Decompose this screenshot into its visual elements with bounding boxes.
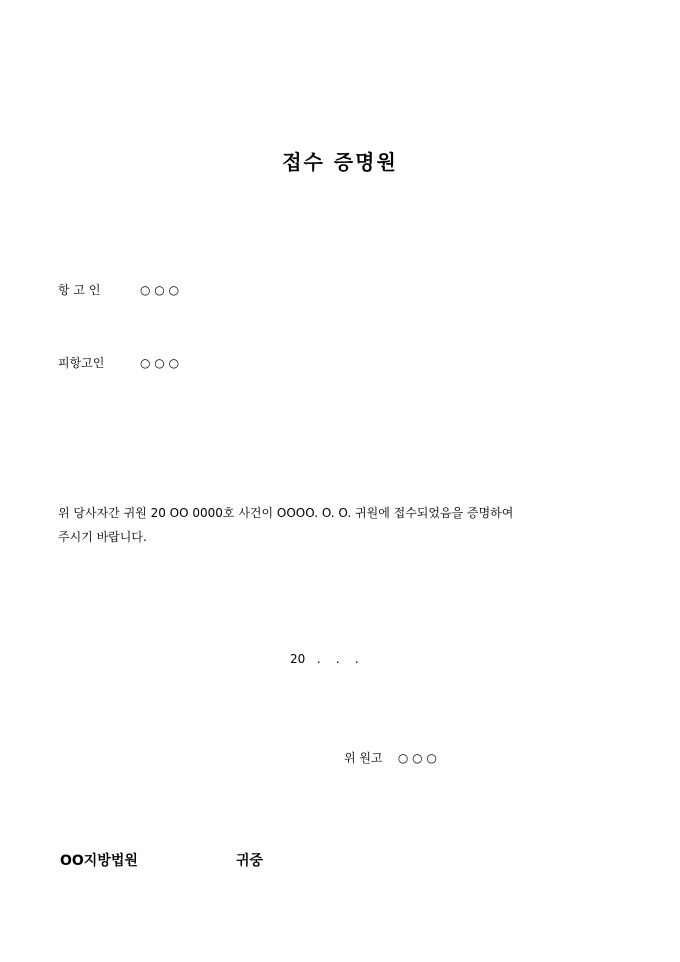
- body-line-2: 주시기 바랍니다.: [58, 530, 147, 544]
- appellee-row: [58, 354, 179, 371]
- body-paragraph: [58, 501, 628, 549]
- signer-row: [344, 749, 437, 766]
- body-line-1: 위 당사자간 귀원 20 OO 0000호 사건이 OOOO. O. O. 귀원에 접수되었음을 증명하여: [58, 506, 514, 520]
- court-address: [60, 850, 264, 870]
- court-addressee-suffix: 귀중: [236, 853, 264, 869]
- document-title: 접수 증명원: [282, 150, 398, 174]
- appellant-row: [58, 281, 179, 298]
- appellee-label: 피항고인: [58, 356, 105, 370]
- appellant-name: ○ ○ ○: [140, 283, 180, 297]
- appellee-name: ○ ○ ○: [140, 356, 180, 370]
- signer-label: 위 원고: [344, 751, 383, 765]
- appellant-label: 항 고 인: [58, 283, 101, 297]
- date-line: 20 . . .: [290, 652, 359, 666]
- signer-name: ○ ○ ○: [397, 751, 437, 765]
- court-name: OO지방법원: [60, 853, 138, 869]
